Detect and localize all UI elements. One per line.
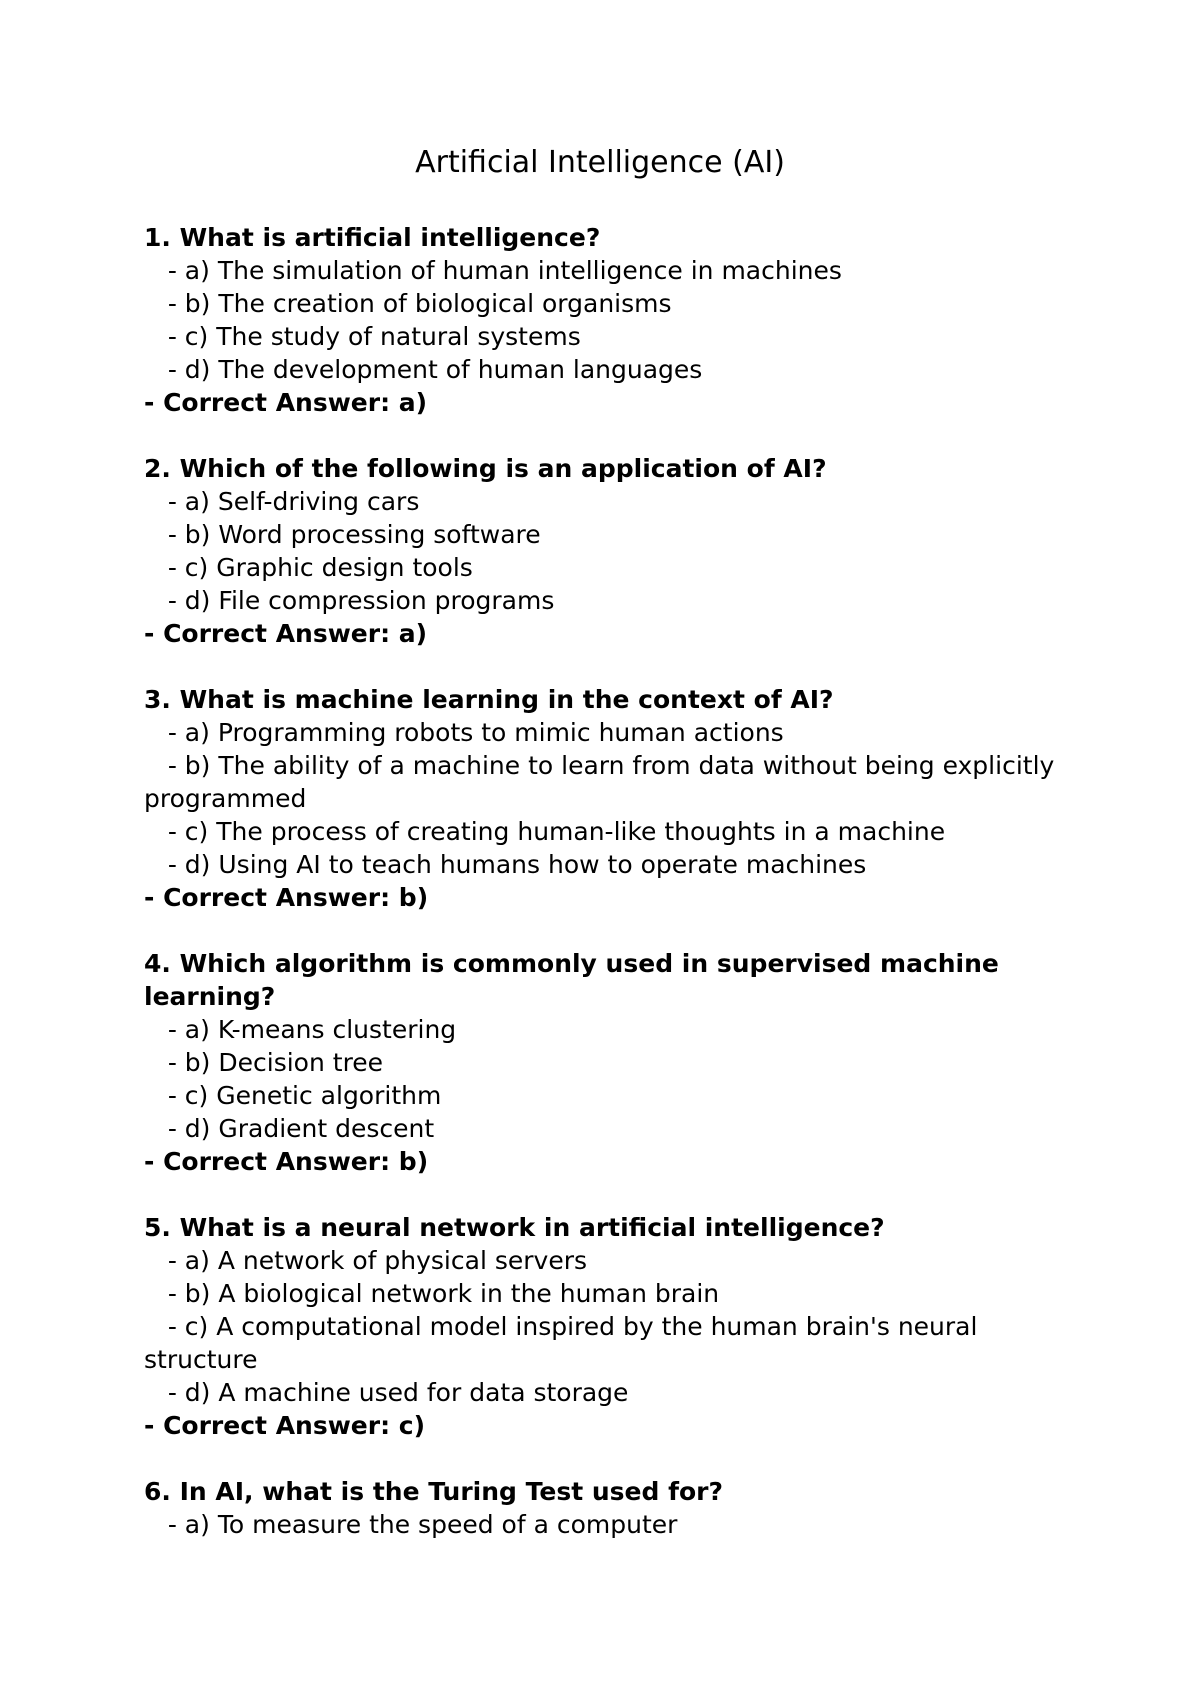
option-d: - d) File compression programs [167,586,555,615]
correct-answer: - Correct Answer: b) [144,883,429,912]
question-5 [144,1211,1064,1442]
question-list [144,221,1064,1574]
option-a: - a) K-means clustering [167,1015,457,1044]
question-4 [144,947,1064,1178]
option-b: - b) The creation of biological organisms [167,289,672,318]
option-b: - b) Decision tree [167,1048,384,1077]
question-text: 4. Which algorithm is commonly used in supervised machine learning? [144,949,999,1011]
option-c: - c) Graphic design tools [167,553,473,582]
correct-answer: - Correct Answer: b) [144,1147,429,1176]
document-title: Artificial Intelligence (AI) [415,145,785,180]
option-d: - d) Using AI to teach humans how to operate machines [167,850,867,879]
option-d: - d) Gradient descent [167,1114,435,1143]
correct-answer: - Correct Answer: a) [144,388,428,417]
correct-answer: - Correct Answer: c) [144,1411,426,1440]
question-text: 6. In AI, what is the Turing Test used for? [144,1477,723,1506]
question-2 [144,452,1064,650]
option-d: - d) A machine used for data storage [167,1378,629,1407]
option-c: - c) The process of creating human-like thoughts in a machine [167,817,946,846]
option-c: - c) The study of natural systems [167,322,581,351]
correct-answer: - Correct Answer: a) [144,619,428,648]
option-a: - a) To measure the speed of a computer [167,1510,678,1539]
option-b: - b) Word processing software [167,520,541,549]
option-a: - a) The simulation of human intelligence in machines [167,256,842,285]
option-b: - b) A biological network in the human brain [167,1279,720,1308]
question-text: 3. What is machine learning in the context of AI? [144,685,834,714]
option-c: - c) Genetic algorithm [167,1081,442,1110]
question-6 [144,1475,1064,1541]
option-c: - c) A computational model inspired by the human brain's neural structure [144,1312,978,1374]
question-1 [144,221,1064,419]
option-b: - b) The ability of a machine to learn from data without being explicitly programmed [144,751,1055,813]
question-3 [144,683,1064,914]
question-text: 2. Which of the following is an application of AI? [144,454,827,483]
option-d: - d) The development of human languages [167,355,703,384]
option-a: - a) Self-driving cars [167,487,420,516]
question-text: 1. What is artificial intelligence? [144,223,601,252]
option-a: - a) A network of physical servers [167,1246,587,1275]
option-a: - a) Programming robots to mimic human actions [167,718,784,747]
question-text: 5. What is a neural network in artificial intelligence? [144,1213,885,1242]
